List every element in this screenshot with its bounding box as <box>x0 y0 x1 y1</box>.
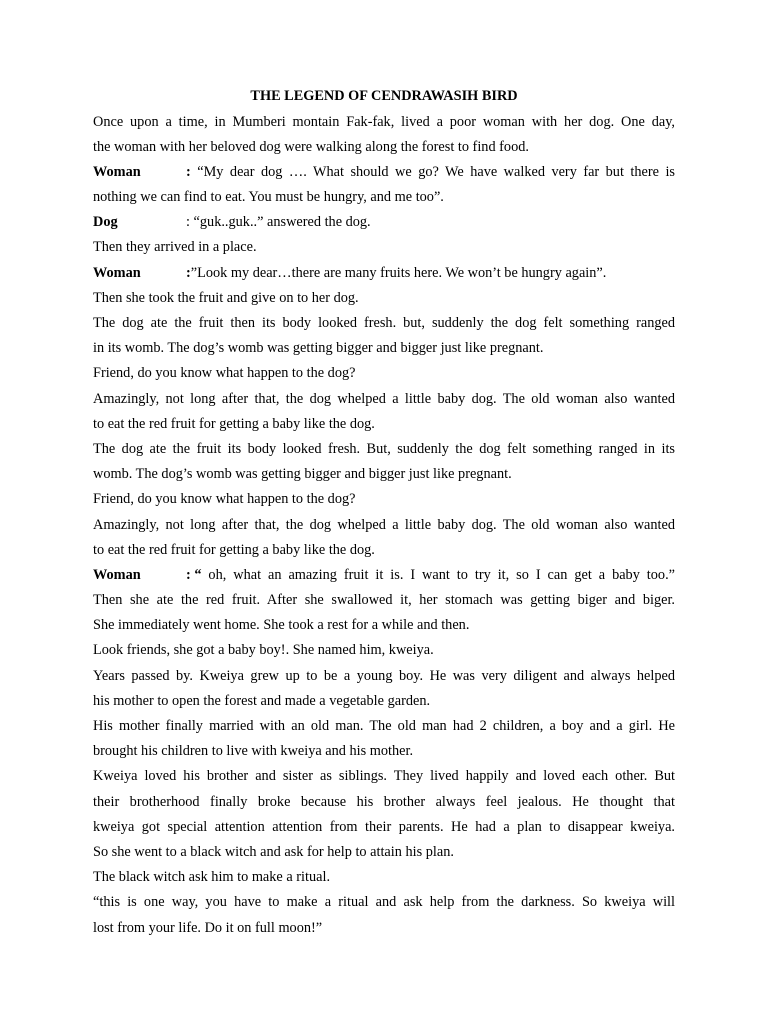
text-line <box>93 363 675 388</box>
line-text: Friend, do you know what happen to the dog? <box>93 365 356 382</box>
line-text: Amazingly, not long after that, the dog whelped a little baby dog. The old woman also wanted <box>93 390 675 407</box>
text-line <box>93 137 675 162</box>
line-text: Then she ate the red fruit. After she swallowed it, her stomach was getting biger and biger. <box>93 592 675 609</box>
line-text: their brotherhood finally broke because his brother always feel jealous. He thought that <box>93 793 675 810</box>
speaker-colon: : <box>186 163 191 180</box>
line-text: The black witch ask him to make a ritual. <box>93 869 331 886</box>
text-line <box>93 666 675 691</box>
line-text: Look friends, she got a baby boy!. She named him, kweiya. <box>93 642 434 659</box>
text-line <box>93 187 675 212</box>
line-text: Friend, do you know what happen to the dog? <box>93 491 356 508</box>
text-line <box>93 615 675 640</box>
dialogue-line <box>93 263 675 288</box>
line-text: “My dear dog …. What should we go? We have walked very far but there is <box>190 163 675 180</box>
line-text: oh, what an amazing fruit it is. I want to try it, so I can get a baby too.” <box>201 566 675 583</box>
line-text: to eat the red fruit for getting a baby like the dog. <box>93 415 375 432</box>
document-body <box>93 112 675 943</box>
speaker-label: Woman <box>93 566 141 583</box>
speaker-label: Woman <box>93 264 141 281</box>
text-line <box>93 439 675 464</box>
line-text: Once upon a time, in Mumberi montain Fak-fak, lived a poor woman with her dog. One day, <box>93 113 675 130</box>
dialogue-line <box>93 162 675 187</box>
line-text: Amazingly, not long after that, the dog whelped a little baby dog. The old woman also wanted <box>93 516 675 533</box>
line-text: She immediately went home. She took a rest for a while and then. <box>93 617 470 634</box>
line-text: The dog ate the fruit then its body looked fresh. but, suddenly the dog felt something ranged <box>93 315 675 331</box>
line-text: Kweiya loved his brother and sister as siblings. They lived happily and loved each other. But <box>93 768 675 785</box>
text-line <box>93 867 675 892</box>
speaker-colon: : <box>186 214 190 231</box>
line-text: womb. The dog’s womb was getting bigger and bigger just like pregnant. <box>93 466 512 483</box>
text-line <box>93 640 675 665</box>
line-text: His mother finally married with an old man. The old man had 2 children, a boy and a girl. He <box>93 718 675 734</box>
line-text: brought his children to live with kweiya and his mother. <box>93 743 414 760</box>
text-line <box>93 237 675 262</box>
text-line <box>93 918 675 943</box>
line-text: Then they arrived in a place. <box>93 239 257 256</box>
line-text: in its womb. The dog’s womb was getting bigger and bigger just like pregnant. <box>93 340 544 357</box>
text-line <box>93 766 675 791</box>
text-line <box>93 817 675 842</box>
text-line <box>93 489 675 514</box>
speaker-label: Woman <box>93 163 141 180</box>
text-line <box>93 540 675 565</box>
document-page <box>93 86 675 943</box>
line-text: Years passed by. Kweiya grew up to be a young boy. He was very diligent and always helped <box>93 667 675 684</box>
text-line <box>93 590 675 615</box>
line-text: the woman with her beloved dog were walking along the forest to find food. <box>93 138 529 155</box>
text-line <box>93 842 675 867</box>
text-line <box>93 288 675 313</box>
line-text: ”Look my dear…there are many fruits here. We won’t be hungry again”. <box>190 264 607 281</box>
dialogue-line <box>93 565 675 590</box>
text-line <box>93 741 675 766</box>
line-text: nothing we can find to eat. You must be hungry, and me too”. <box>93 189 444 206</box>
document-title: THE LEGEND OF CENDRAWASIH BIRD <box>250 88 518 104</box>
line-text: Then she took the fruit and give on to her dog. <box>93 289 359 306</box>
text-line <box>93 792 675 817</box>
text-line <box>93 338 675 363</box>
speaker-label: Dog <box>93 214 118 231</box>
line-text: kweiya got special attention attention from their parents. He had a plan to disappear kweiya. <box>93 818 675 835</box>
text-line <box>93 691 675 716</box>
line-text: his mother to open the forest and made a vegetable garden. <box>93 692 431 709</box>
speaker-colon: : <box>186 264 191 281</box>
line-text: So she went to a black witch and ask for help to attain his plan. <box>93 843 454 860</box>
text-line <box>93 112 675 137</box>
text-line <box>93 716 675 741</box>
text-line <box>93 515 675 540</box>
line-text: lost from your life. Do it on full moon!” <box>93 919 323 936</box>
line-text: “this is one way, you have to make a ritual and ask help from the darkness. So kweiya will <box>93 894 675 911</box>
text-line <box>93 464 675 489</box>
text-line <box>93 414 675 439</box>
text-line <box>93 892 675 917</box>
line-text: “guk..guk..” answered the dog. <box>189 214 371 231</box>
line-text: The dog ate the fruit its body looked fresh. But, suddenly the dog felt something ranged in its <box>93 440 675 457</box>
line-text: to eat the red fruit for getting a baby like the dog. <box>93 541 375 558</box>
text-line <box>93 313 675 338</box>
text-line <box>93 389 675 414</box>
speaker-colon: : “ <box>186 566 202 583</box>
dialogue-line <box>93 212 675 237</box>
